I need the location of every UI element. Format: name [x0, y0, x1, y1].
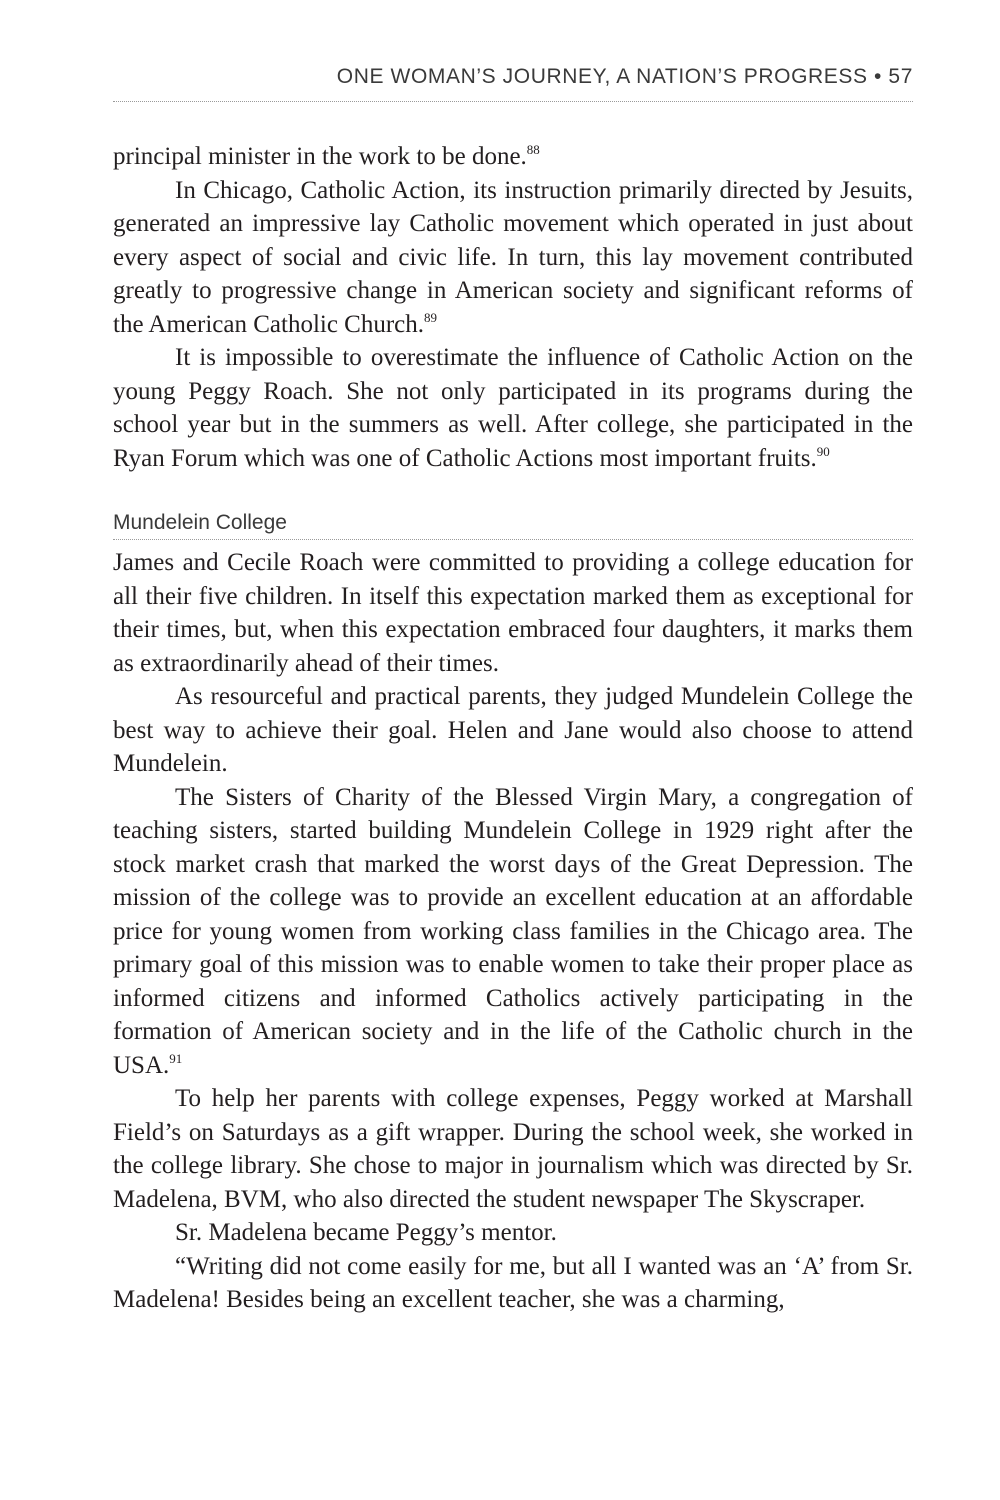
paragraph: principal minister in the work to be done.$^{88}$	[113, 142, 540, 170]
footnote-ref: 89	[424, 309, 438, 325]
section-heading: Mundelein College	[113, 508, 913, 540]
paragraph: To help her parents with college expenses, Peggy worked at Marshall Field’s on Saturdays as a gift wrapper. During the school week, she worked in the college library. She chose to major in journalism which was directed by Sr. Madelena, BVM, who also directed the student newspaper The Skyscraper.	[113, 1085, 913, 1213]
paragraph: The Sisters of Charity of the Blessed Virgin Mary, a congregation of teaching sisters, started building Mundelein College in 1929 right after the stock market crash that marked the worst days of the Great Depression. The mission of the college was to provide an excellent education at an affordable price for young women from working class families in the Chicago area. The primary goal of this mission was to enable women to take their proper place as informed citizens and informed Catholics actively participating in the formation of American society and in the life of the Catholic church in the USA.$^{91}$	[113, 783, 913, 1079]
paragraph: It is impossible to overestimate the influence of Catholic Action on the young Peggy Roach. She not only participated in its programs during the school year but in the summers as well. After college, she participated in the Ryan Forum which was one of Catholic Actions most important fruits.$^{90}$	[113, 344, 913, 472]
paragraph: Sr. Madelena became Peggy’s mentor.	[175, 1219, 557, 1246]
paragraph: In Chicago, Catholic Action, its instruction primarily directed by Jesuits, generated an impressive lay Catholic movement which operated in just about every aspect of social and civic life. In turn, this lay movement contributed greatly to progressive change in American society and significant reforms of the American Catholic Church.$^{89}$	[113, 176, 913, 338]
running-head: ONE WOMAN’S JOURNEY, A NATION’S PROGRESS • 57	[113, 62, 913, 102]
paragraph: As resourceful and practical parents, they judged Mundelein College the best way to achieve their goal. Helen and Jane would also choose to attend Mundelein.	[113, 683, 913, 777]
footnote-ref: 91	[169, 1050, 183, 1066]
footnote-ref: 88	[526, 142, 540, 157]
body-text	[113, 140, 913, 1317]
paragraph: “Writing did not come easily for me, but all I wanted was an ‘A’ from Sr. Madelena! Besides being an excellent teacher, she was a charming,	[113, 1252, 913, 1313]
footnote-ref: 90	[816, 443, 830, 459]
paragraph: James and Cecile Roach were committed to providing a college education for all their five children. In itself this expectation marked them as exceptional for their times, but, when this expectation embraced four daughters, it marks them as extraordinarily ahead of their times.	[113, 549, 913, 677]
